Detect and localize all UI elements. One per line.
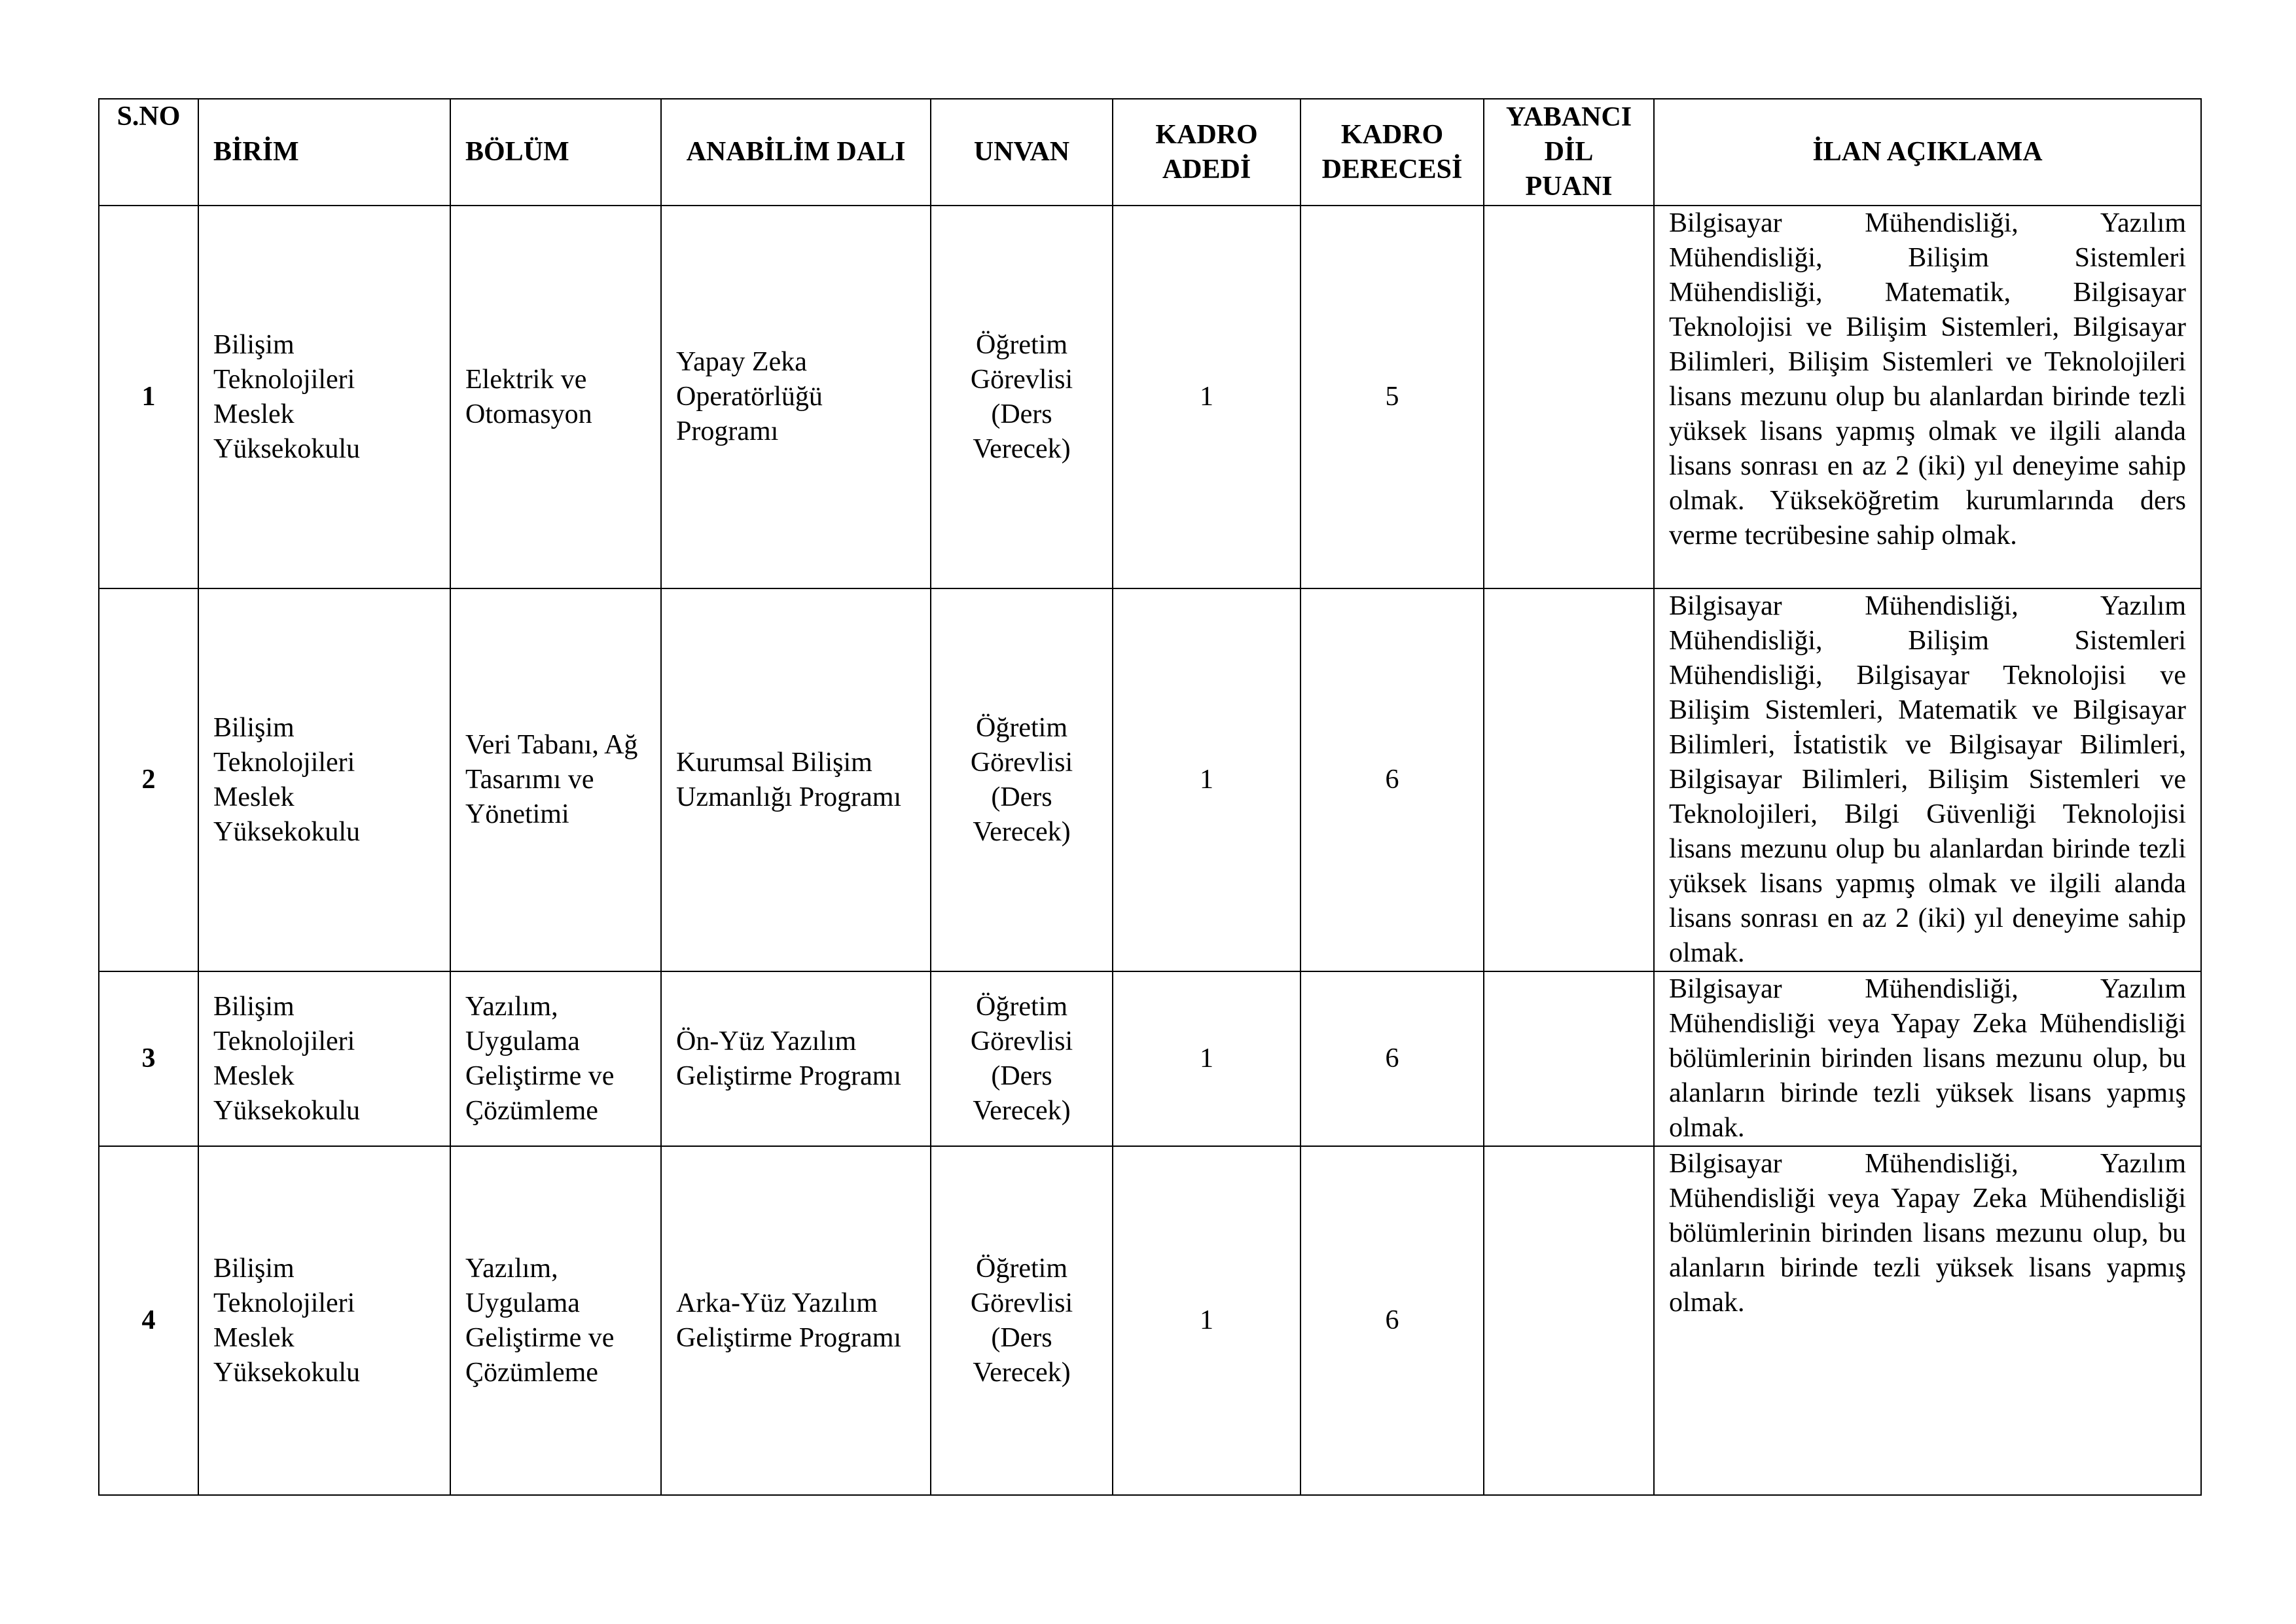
cell-birim: Bilişim Teknolojileri Meslek Yüksekokulu (198, 206, 450, 588)
cell-yabanci-dil-puani (1484, 206, 1654, 588)
cell-kadro-adedi: 1 (1113, 971, 1300, 1146)
header-anabilim-dali: ANABİLİM DALI (661, 99, 931, 206)
cell-ilan-aciklama: Bilgisayar Mühendisliği, Yazılım Mühendisliği veya Yapay Zeka Mühendisliği bölümlerinin birinden lisans mezunu olup, bu alanların birinde tezli yüksek lisans yapmış olmak. (1654, 971, 2201, 1146)
cell-kadro-derecesi: 6 (1300, 1146, 1484, 1495)
cell-sno: 1 (99, 206, 198, 588)
table-row (99, 588, 2201, 971)
cell-ilan-aciklama: Bilgisayar Mühendisliği, Yazılım Mühendisliği veya Yapay Zeka Mühendisliği bölümlerinin birinden lisans mezunu olup, bu alanların birinde tezli yüksek lisans yapmış olmak. (1654, 1146, 2201, 1495)
cell-kadro-adedi: 1 (1113, 206, 1300, 588)
cell-anabilim-dali: Ön-Yüz Yazılım Geliştirme Programı (661, 971, 931, 1146)
header-unvan: UNVAN (931, 99, 1113, 206)
cell-kadro-adedi: 1 (1113, 1146, 1300, 1495)
cell-sno: 4 (99, 1146, 198, 1495)
cell-yabanci-dil-puani (1484, 971, 1654, 1146)
cell-birim: Bilişim Teknolojileri Meslek Yüksekokulu (198, 1146, 450, 1495)
cell-birim: Bilişim Teknolojileri Meslek Yüksekokulu (198, 588, 450, 971)
cell-unvan: Öğretim Görevlisi (Ders Verecek) (931, 1146, 1113, 1495)
header-sno: S.NO (99, 99, 198, 206)
header-ilan-aciklama: İLAN AÇIKLAMA (1654, 99, 2201, 206)
table-row (99, 206, 2201, 588)
cell-anabilim-dali: Yapay Zeka Operatörlüğü Programı (661, 206, 931, 588)
cell-kadro-adedi: 1 (1113, 588, 1300, 971)
header-bolum: BÖLÜM (450, 99, 661, 206)
cell-kadro-derecesi: 6 (1300, 971, 1484, 1146)
cell-ilan-aciklama: Bilgisayar Mühendisliği, Yazılım Mühendisliği, Bilişim Sistemleri Mühendisliği, Bilgisayar Teknolojisi ve Bilişim Sistemleri, Matematik ve Bilgisayar Bilimleri, İstatistik ve Bilgisayar Bilimleri, Bilgisayar Bilimleri, Bilişim Sistemleri ve Teknolojileri, Bilgi Güvenliği Teknolojisi lisans mezunu olup bu alanlardan birinde tezli yüksek lisans yapmış olmak ve ilgili alanda lisans sonrası en az 2 (iki) yıl deneyime sahip olmak. (1654, 588, 2201, 971)
cell-unvan: Öğretim Görevlisi (Ders Verecek) (931, 971, 1113, 1146)
cell-anabilim-dali: Arka-Yüz Yazılım Geliştirme Programı (661, 1146, 931, 1495)
cell-ilan-aciklama: Bilgisayar Mühendisliği, Yazılım Mühendisliği, Bilişim Sistemleri Mühendisliği, Matematik, Bilgisayar Teknolojisi ve Bilişim Sistemleri, Bilgisayar Bilimleri, Bilişim Sistemleri ve Teknolojileri lisans mezunu olup bu alanlardan birinde tezli yüksek lisans yapmış olmak ve ilgili alanda lisans sonrası en az 2 (iki) yıl deneyime sahip olmak. Yükseköğretim kurumlarında ders verme tecrübesine sahip olmak. (1654, 206, 2201, 588)
cell-sno: 3 (99, 971, 198, 1146)
table-row (99, 971, 2201, 1146)
cell-yabanci-dil-puani (1484, 588, 1654, 971)
cell-kadro-derecesi: 5 (1300, 206, 1484, 588)
cell-bolum: Yazılım, Uygulama Geliştirme ve Çözümleme (450, 1146, 661, 1495)
job-listing-table (98, 98, 2202, 1496)
cell-sno: 2 (99, 588, 198, 971)
header-kadro-derecesi: KADRO DERECESİ (1300, 99, 1484, 206)
cell-yabanci-dil-puani (1484, 1146, 1654, 1495)
cell-bolum: Elektrik ve Otomasyon (450, 206, 661, 588)
table-header-row (99, 99, 2201, 206)
cell-unvan: Öğretim Görevlisi (Ders Verecek) (931, 588, 1113, 971)
cell-bolum: Yazılım, Uygulama Geliştirme ve Çözümleme (450, 971, 661, 1146)
header-birim: BİRİM (198, 99, 450, 206)
header-yabanci-dil-puani: YABANCI DİL PUANI (1484, 99, 1654, 206)
cell-bolum: Veri Tabanı, Ağ Tasarımı ve Yönetimi (450, 588, 661, 971)
cell-kadro-derecesi: 6 (1300, 588, 1484, 971)
cell-birim: Bilişim Teknolojileri Meslek Yüksekokulu (198, 971, 450, 1146)
cell-anabilim-dali: Kurumsal Bilişim Uzmanlığı Programı (661, 588, 931, 971)
table-row (99, 1146, 2201, 1495)
cell-unvan: Öğretim Görevlisi (Ders Verecek) (931, 206, 1113, 588)
header-kadro-adedi: KADRO ADEDİ (1113, 99, 1300, 206)
